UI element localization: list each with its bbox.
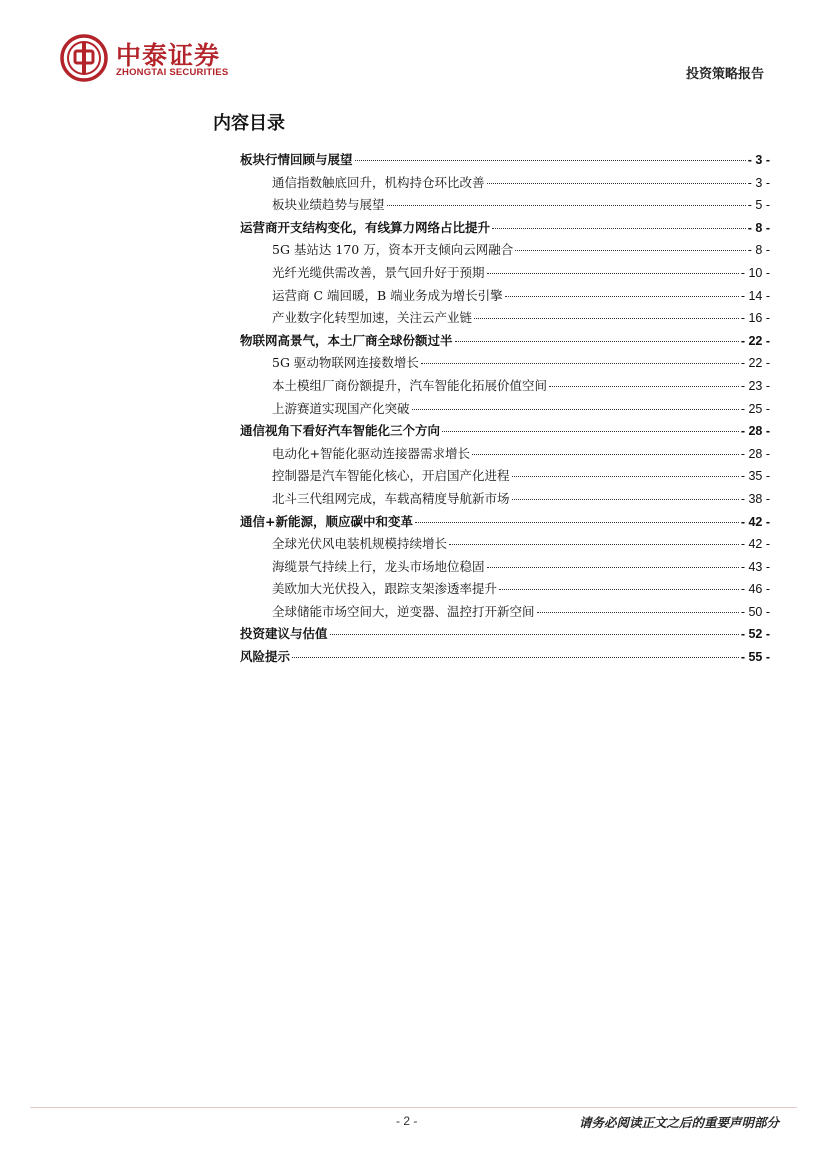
toc-subsection-entry[interactable] [240, 286, 770, 309]
toc-section-entry[interactable] [240, 647, 770, 670]
toc-page-number: - 42 - [740, 514, 770, 529]
toc-dot-leader [549, 386, 739, 387]
toc-page-number: - 25 - [740, 401, 770, 416]
toc-dot-leader [512, 476, 739, 477]
toc-dot-leader [487, 273, 739, 274]
company-logo [60, 34, 250, 84]
toc-entry-text: 电动化+智能化驱动连接器需求增长 [272, 445, 470, 461]
toc-subsection-entry[interactable] [240, 240, 770, 263]
toc-dot-leader [355, 160, 746, 161]
toc-subsection-entry[interactable] [240, 557, 770, 580]
toc-entry-text: 通信指数触底回升，机构持仓环比改善 [272, 174, 485, 190]
toc-entry-text: 产业数字化转型加速，关注云产业链 [272, 310, 473, 326]
toc-entry-text: 投资建议与估值 [240, 626, 328, 642]
toc-dot-leader [487, 183, 746, 184]
toc-subsection-entry[interactable] [240, 489, 770, 512]
toc-entry-text: 运营商 C 端回暖，B 端业务成为增长引擎 [272, 287, 503, 303]
toc-entry-text: 物联网高景气，本土厂商全球份额过半 [240, 332, 453, 348]
toc-entry-text: 控制器是汽车智能化核心，开启国产化进程 [272, 468, 510, 484]
toc-dot-leader [387, 205, 746, 206]
toc-title: 内容目录 [213, 113, 285, 134]
toc-entry-text: 海缆景气持续上行，龙头市场地位稳固 [272, 558, 485, 574]
toc-subsection-entry[interactable] [240, 376, 770, 399]
toc-subsection-entry[interactable] [240, 466, 770, 489]
toc-page-number: - 35 - [740, 469, 770, 484]
toc-subsection-entry[interactable] [240, 353, 770, 376]
toc-entry-text: 通信+新能源，顺应碳中和变革 [240, 513, 413, 529]
report-type-label: 投资策略报告 [685, 67, 764, 82]
toc-entry-text: 美欧加大光伏投入，跟踪支架渗透率提升 [272, 581, 498, 597]
toc-entry-text: 运营商开支结构变化，有线算力网络占比提升 [240, 219, 491, 235]
toc-subsection-entry[interactable] [240, 602, 770, 625]
toc-dot-leader [415, 522, 739, 523]
toc-entry-text: 北斗三代组网完成，车载高精度导航新市场 [272, 490, 510, 506]
toc-dot-leader [537, 612, 739, 613]
toc-page-number: - 22 - [740, 333, 770, 348]
toc-dot-leader [492, 228, 746, 229]
toc-dot-leader [330, 634, 739, 635]
toc-entry-text: 本土模组厂商份额提升，汽车智能化拓展价值空间 [272, 377, 548, 393]
toc-dot-leader [505, 296, 739, 297]
footer-divider [30, 1107, 797, 1108]
toc-page-number: - 5 - [747, 198, 770, 213]
toc-subsection-entry[interactable] [240, 579, 770, 602]
toc-subsection-entry[interactable] [240, 173, 770, 196]
toc-page-number: - 3 - [747, 153, 770, 167]
footer-disclaimer: 请务必阅读正文之后的重要声明部分 [578, 1115, 779, 1130]
toc-dot-leader [412, 409, 739, 410]
toc-section-entry[interactable] [240, 331, 770, 354]
toc-page-number: - 10 - [740, 265, 770, 280]
toc-dot-leader [421, 363, 739, 364]
toc-entry-text: 5G 驱动物联网连接数增长 [272, 355, 419, 371]
toc-dot-leader [442, 431, 739, 432]
toc-dot-leader [292, 657, 739, 658]
toc-page-number: - 8 - [747, 220, 770, 235]
toc-page-number: - 28 - [740, 446, 770, 461]
table-of-contents [240, 150, 770, 670]
toc-page-number: - 52 - [740, 627, 770, 642]
toc-section-entry[interactable] [240, 218, 770, 241]
toc-entry-text: 板块行情回顾与展望 [240, 152, 353, 167]
logo-english-name: ZHONGTAI SECURITIES [116, 67, 229, 78]
toc-dot-leader [499, 589, 739, 590]
toc-dot-leader [515, 250, 746, 251]
toc-subsection-entry[interactable] [240, 444, 770, 467]
toc-page-number: - 28 - [740, 424, 770, 439]
toc-section-entry[interactable] [240, 624, 770, 647]
toc-section-entry[interactable] [240, 512, 770, 535]
toc-page-number: - 43 - [740, 559, 770, 574]
toc-page-number: - 16 - [740, 311, 770, 326]
footer-page-number: - 2 - [396, 1114, 418, 1128]
toc-section-entry[interactable] [240, 150, 770, 173]
toc-entry-text: 上游赛道实现国产化突破 [272, 400, 410, 416]
toc-entry-text: 光纤光缆供需改善，景气回升好于预期 [272, 264, 485, 280]
toc-page-number: - 3 - [747, 175, 770, 190]
toc-page-number: - 55 - [740, 650, 770, 665]
toc-dot-leader [474, 318, 739, 319]
toc-page-number: - 23 - [740, 378, 770, 393]
toc-entry-text: 风险提示 [240, 649, 291, 665]
toc-subsection-entry[interactable] [240, 534, 770, 557]
toc-dot-leader [487, 567, 739, 568]
toc-entry-text: 全球储能市场空间大，逆变器、温控打开新空间 [272, 603, 535, 619]
toc-subsection-entry[interactable] [240, 308, 770, 331]
toc-page-number: - 22 - [740, 356, 770, 371]
toc-dot-leader [455, 341, 739, 342]
toc-page-number: - 14 - [740, 288, 770, 303]
toc-page-number: - 8 - [747, 243, 770, 258]
toc-page-number: - 42 - [740, 537, 770, 552]
toc-entry-text: 5G 基站达 170 万，资本开支倾向云网融合 [272, 242, 514, 258]
toc-dot-leader [449, 544, 739, 545]
toc-entry-text: 板块业绩趋势与展望 [272, 197, 385, 213]
toc-entry-text: 全球光伏风电装机规模持续增长 [272, 536, 448, 552]
logo-chinese-name: 中泰证券 [116, 41, 221, 70]
toc-page-number: - 46 - [740, 582, 770, 597]
toc-section-entry[interactable] [240, 421, 770, 444]
toc-entry-text: 通信视角下看好汽车智能化三个方向 [240, 423, 441, 439]
toc-subsection-entry[interactable] [240, 263, 770, 286]
toc-dot-leader [512, 499, 739, 500]
toc-subsection-entry[interactable] [240, 399, 770, 422]
toc-dot-leader [472, 454, 739, 455]
zhongtai-logo-icon [60, 34, 108, 82]
toc-page-number: - 38 - [740, 491, 770, 506]
toc-page-number: - 50 - [740, 604, 770, 619]
toc-subsection-entry[interactable] [240, 195, 770, 218]
